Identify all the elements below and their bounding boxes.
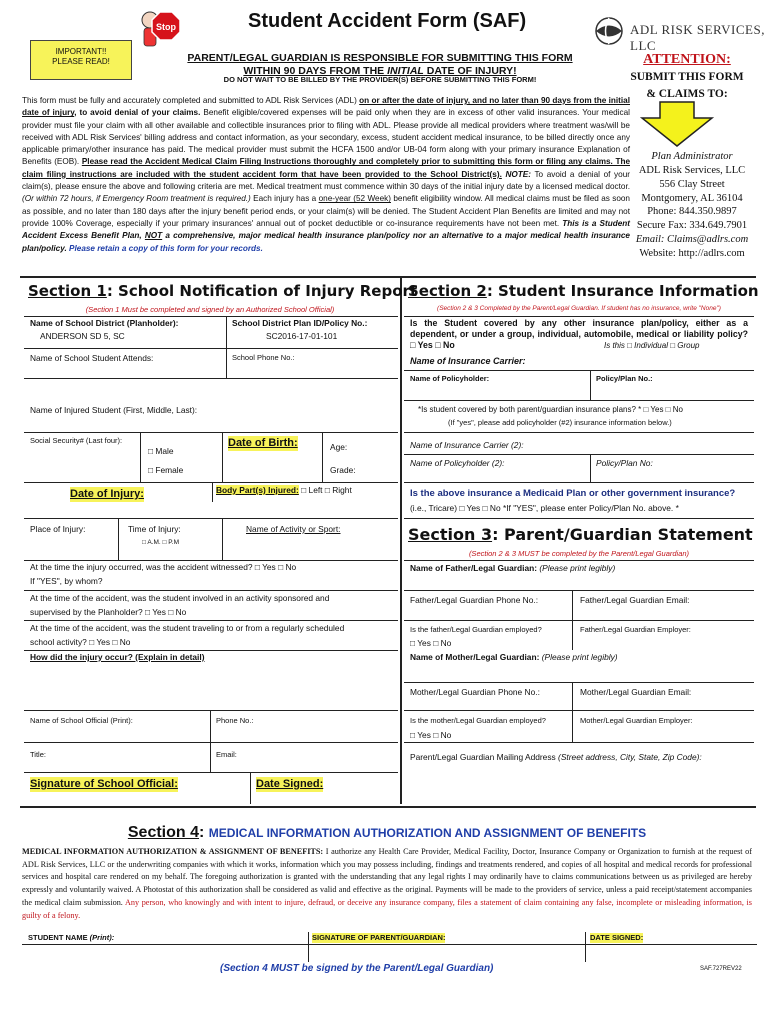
section-3-heading: : Parent/Guardian Statement [492,525,753,544]
official-email-field[interactable]: Email: [216,750,237,759]
mother-employer-field[interactable]: Mother/Legal Guardian Employer: [580,716,693,725]
footer-note: (Section 4 MUST be signed by the Parent/Legal Guardian) [220,963,494,974]
intro-p11: benefit eligibility window. All medical claims must be filed as soon as possible, and no later than 180 days after the injury benefit period ends, or your claim(s) will be denied. The Student Accident Plan Benefits are limited and may not provide 100% Coverage, especially if your primary insurances' annual out of pocket deductible or co-insurance requirements have not been met. [22,194,630,228]
intro-p9: Each injury has a [250,194,319,204]
activity-field[interactable]: Name of Activity or Sport: [246,524,341,534]
plan-administrator-address [622,150,762,261]
father-employed-question: Is the father/Legal Guardian employed? [410,625,542,634]
student-name-print: (Print): [87,933,115,942]
body-parts-label: Body Part(s) Injured: [216,485,299,495]
how-injury-occurred-field[interactable]: How did the injury occur? (Explain in detail) [30,652,205,662]
ssn-field[interactable]: Social Security# (Last four): [30,436,123,445]
section-4-number: Section 4 [127,824,200,841]
responsibility-line-2b: INITIAL [387,64,424,77]
mailing-address-label: Parent/Legal Guardian Mailing Address [410,752,556,762]
witnessed-question[interactable]: At the time the injury occurred, was the accident witnessed? □ Yes □ No [30,562,297,572]
intro-p6: NOTE: [501,169,531,179]
intro-p1: This form must be fully and accurately completed and submitted to ADL Risk Services (ADL) [22,96,360,105]
school-official-name-field[interactable]: Name of School Official (Print): [30,716,133,725]
witnessed-by-field[interactable]: If "YES", by whom? [30,576,103,586]
parent-signature-field[interactable]: SIGNATURE OF PARENT/GUARDIAN: [312,933,446,942]
mother-employed-checkboxes[interactable]: □ Yes □ No [410,730,452,740]
medicaid-question: Is the above insurance a Medicaid Plan or other government insurance? [410,488,736,499]
divider-bottom [20,806,756,808]
mother-employed-question: Is the mother/Legal Guardian employed? [410,716,546,725]
mother-name-label: Name of Mother/Legal Guardian: [410,652,540,662]
school-attends-field[interactable]: Name of School Student Attends: [30,353,154,363]
father-name-field[interactable] [410,563,615,574]
plan-admin-street: 556 Clay Street [659,178,725,190]
father-employer-field[interactable]: Father/Legal Guardian Employer: [580,625,691,634]
student-name-label: STUDENT NAME [28,933,88,942]
responsibility-notice [180,52,580,77]
section-4-title [22,824,752,842]
logo-text: ADL RISK SERVICES, LLC [630,22,765,53]
intro-p13: NOT [144,231,163,241]
policy-no-field[interactable]: Policy/Plan No.: [596,374,653,383]
stop-sign-text: Stop [156,22,176,32]
important-notice [30,40,132,80]
plan-admin-email [622,233,762,247]
female-checkbox[interactable]: □ Female [148,465,184,475]
intro-p2: on or after the date of injury, and no later than 90 days from the initial date of injury [22,96,630,118]
medicaid-checkboxes[interactable]: (i.e., Tricare) □ Yes □ No *If "YES", please enter Policy/Plan No. above. * [410,503,679,513]
mother-email-field[interactable]: Mother/Legal Guardian Email: [580,687,692,697]
intro-p15: Please retain a copy of this form for your records. [66,243,263,253]
father-name-label: Name of Father/Legal Guardian: [410,563,538,573]
sponsored-question-line-2[interactable]: supervised by the Planholder? □ Yes □ No [30,607,187,617]
district-value[interactable]: ANDERSON SD 5, SC [40,331,125,341]
injured-student-field[interactable]: Name of Injured Student (First, Middle, Last): [30,405,198,415]
place-of-injury-field[interactable]: Place of Injury: [30,524,86,534]
official-title-field[interactable]: Title: [30,750,46,759]
responsibility-line-2c: DATE OF INJURY! [423,64,517,77]
doi-label: Date of Injury: [70,488,144,500]
intro-p10: one-year (52 Week) [318,194,391,204]
father-phone-field[interactable]: Father/Legal Guardian Phone No.: [410,595,539,605]
plan-admin-fax: Secure Fax: 334.649.7901 [636,220,748,232]
mailing-address-note: (Street address, City, State, Zip Code): [555,752,702,762]
intro-p5: Please read the Accident Medical Claim Filing Instructions thoroughly and completely prior to submitting this form or filing any claims. The claim filing instructions are included with the student accident form that have been provided to the School District(s). [22,157,630,179]
male-checkbox[interactable]: □ Male [148,446,174,456]
section-4-colon: : [199,824,209,841]
email-link[interactable]: Claims@adlrs.com [667,234,749,246]
plan-id-value[interactable]: SC2016-17-01-101 [266,331,338,341]
responsibility-line-1: PARENT/LEGAL GUARDIAN IS RESPONSIBLE FOR SUBMITTING THIS FORM [187,52,573,64]
attention-box [612,52,762,102]
plan-id-label: School District Plan ID/Policy No.: [232,318,368,328]
plan-admin-phone: Phone: 844.350.9897 [647,206,737,218]
globe-icon [592,14,628,48]
body-parts-field[interactable] [216,485,352,496]
both-plans-question[interactable]: *Is student covered by both parent/guardian insurance plans? * □ Yes □ No [418,405,683,414]
mother-phone-field[interactable]: Mother/Legal Guardian Phone No.: [410,687,540,697]
intro-p12: This is a Student Accident Excess Benefit Plan, [22,218,630,241]
attention-line-1: SUBMIT THIS FORM [630,71,744,83]
dob-label: Date of Birth: [228,437,298,449]
responsibility-line-2a: WITHIN 90 DAYS FROM THE [243,64,388,77]
important-line-1: IMPORTANT!! [55,47,107,56]
intro-p3: , to avoid denial of your claims. [74,108,201,118]
am-pm-checkboxes[interactable]: □ A.M. □ P.M [142,539,179,546]
divider-top [20,276,756,278]
left-right-checkboxes[interactable]: □ Left □ Right [298,485,352,495]
intro-p14: a comprehensive, major medical health insurance plan/policy nor an alternative to a major medical health insurance plan/policy. [22,231,630,253]
father-email-field[interactable]: Father/Legal Guardian Email: [580,595,690,605]
important-line-2: PLEASE READ! [52,57,110,67]
section-3-title [408,525,753,544]
sponsored-question-line-1: At the time of the accident, was the student involved in an activity sponsored and [30,593,330,603]
section-1-title [28,282,417,300]
intro-p7: To avoid a denial of your claim(s), please ensure the above and following criteria are met. Medical treatment must commence within 30 days of the initial injury date by a licensed medical doctor. [22,169,630,192]
plan-admin-website[interactable]: Website: http://adlrs.com [639,248,745,260]
official-phone-field[interactable]: Phone No.: [216,716,254,725]
section-1-subtitle: (Section 1 Must be completed and signed by an Authorized School Official) [85,305,335,314]
section-2-title [408,282,759,300]
stop-sign-icon [138,8,182,54]
school-official-signature-field[interactable]: Signature of School Official: [30,778,178,790]
student-name-field[interactable] [28,933,114,943]
other-insurance-question[interactable]: Is the Student covered by any other insurance plan/policy, either as a dependent, or under a group, individual, automobile, medical or liability policy? □ Yes □ No [410,318,748,350]
fraud-warning: Any person, who knowingly and with intent to injure, defraud, or deceive any insurance company, files a statement of claim containing any false, incomplete or misleading information, is guilty of a felony. [22,897,752,920]
do-not-wait-notice: DO NOT WAIT TO BE BILLED BY THE PROVIDER(S) BEFORE SUBMITTING THIS FORM! [223,75,537,84]
section-4 [22,824,752,922]
page-title: Student Accident Form (SAF) [248,10,527,32]
intro-p8: (Or within 72 hours, if Emergency Room treatment is required.) [22,194,251,204]
section-1-number: Section 1 [28,282,107,300]
insurance-carrier-2-field[interactable]: Name of Insurance Carrier (2): [410,440,524,450]
district-label: Name of School District (Planholder): [30,318,179,328]
both-plans-note: (If "yes", please add policyholder (#2) insurance information below.) [448,418,672,427]
school-phone-field[interactable]: School Phone No.: [232,353,295,362]
policyholder-2-field[interactable]: Name of Policyholder (2): [410,458,505,468]
age-field[interactable]: Age: [330,442,348,452]
mother-print-note: (Please print legibly) [539,652,618,662]
section-4-authorization-text [22,846,752,922]
individual-group-checkboxes[interactable]: Is this □ Individual □ Group [604,341,700,350]
mailing-address-field[interactable] [410,752,702,763]
policy-no-2-field[interactable]: Policy/Plan No: [596,458,653,468]
traveling-question-line-1: At the time of the accident, was the student traveling to or from a regularly scheduled [30,623,345,633]
section-4-heading: MEDICAL INFORMATION AUTHORIZATION AND ASSIGNMENT OF BENEFITS [208,826,647,840]
official-date-signed-field[interactable]: Date Signed: [256,778,324,790]
email-label: Email: [635,234,668,246]
intro-p4: Benefit eligible/covered expenses will be paid only when they are in excess of other valid insurances. Your medical provider must file your claim with all other available and collectible insurances prior to filing with ADL. Please provide all medical providers where treatment was/will be received with ADL Risk Services' billing address and contact information, as your secondary, excess, student accident medical insurance, to be billed directly once any applicable primary/other insurance has paid. The medical provider must submit the HCFA 1500 and/or UB-04 form along with your primary insurance Explanation of Benefits (EOB). [22,108,630,167]
plan-admin-city: Montgomery, AL 36104 [641,192,743,204]
mother-name-field[interactable] [410,652,618,663]
section-4-lead: MEDICAL INFORMATION AUTHORIZATION & ASSIGNMENT OF BENEFITS: [22,847,324,856]
plan-admin-company: ADL Risk Services, LLC [638,164,746,176]
grade-field[interactable]: Grade: [330,465,356,475]
father-print-note: (Please print legibly) [537,563,616,573]
section-2-subtitle: (Section 2 & 3 Completed by the Parent/Legal Guardian. If student has no insurance, write "None") [437,305,721,312]
time-of-injury-field[interactable]: Time of Injury: [128,524,181,534]
section-4-body: I authorize any Health Care Provider, Medical Facility, Doctor, Insurance Company or Organization to furnish at the request of ADL Risk Services, LLC or the underwriting companies with which it works, information which you may possess including, findings and treatments rendered, and copies of all hospital and medical records for professional services and hospital care rendered on my behalf. The foregoing authorization is granted with the understanding that any legal rights I may ordinarily have to claims communications between us as privileged are hereby expressly and voluntarily waived. A Photostat of this authorization shall be considered as valid and effective as the original. Payments will be made to the providers of service, unless a paid receipt/statement accompanies the medical claim submission. [22,847,753,907]
section-2-heading: : Student Insurance Information [486,282,759,300]
down-arrow-icon [638,100,716,148]
section-3-number: Section 3 [408,525,493,544]
father-employed-checkboxes[interactable]: □ Yes □ No [410,638,452,648]
attention-line-2: & CLAIMS TO: [646,87,728,100]
section-1-heading: : School Notification of Injury Report [106,282,418,300]
traveling-question-line-2[interactable]: school activity? □ Yes □ No [30,637,131,647]
section-2-number: Section 2 [408,282,487,300]
attention-title: ATTENTION: [643,52,731,67]
plan-admin-label: Plan Administrator [651,151,733,162]
parent-date-signed-field[interactable]: DATE SIGNED: [590,933,644,942]
insurance-carrier-field[interactable]: Name of Insurance Carrier: [410,356,526,366]
intro-paragraph [22,95,630,255]
policyholder-field[interactable]: Name of Policyholder: [410,374,490,383]
divider-center [400,276,402,804]
section-3-subtitle: (Section 2 & 3 MUST be completed by the Parent/Legal Guardian) [468,549,690,558]
revision-code: SAF.727REV22 [700,966,742,972]
